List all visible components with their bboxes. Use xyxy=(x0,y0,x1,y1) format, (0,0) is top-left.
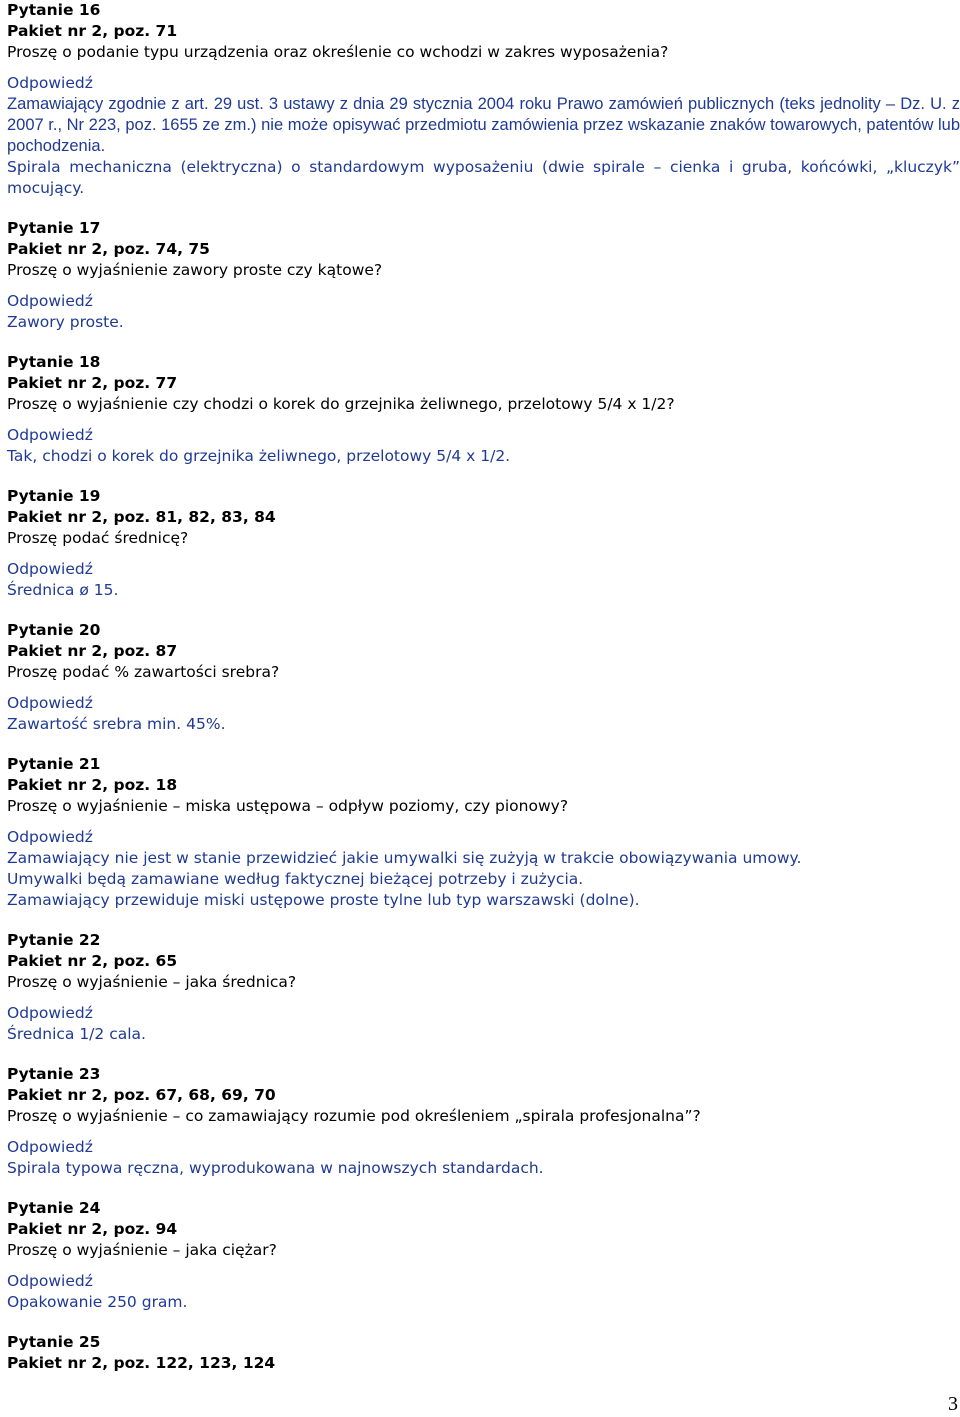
answer-paragraph: Zamawiający przewiduje miski ustępowe proste tylne lub typ warszawski (dolne). xyxy=(7,891,640,909)
question-pakiet: Pakiet nr 2, poz. 74, 75 xyxy=(7,240,210,258)
question-pakiet: Pakiet nr 2, poz. 94 xyxy=(7,1220,178,1238)
answer-label: Odpowiedź xyxy=(7,1004,93,1022)
question-24 xyxy=(7,1198,960,1313)
question-text: Proszę podać średnicę? xyxy=(7,529,189,547)
answer-text xyxy=(7,848,960,911)
question-title: Pytanie 17 xyxy=(7,219,101,237)
answer-label: Odpowiedź xyxy=(7,74,93,92)
answer-paragraph: Zawory proste. xyxy=(7,313,124,331)
question-pakiet: Pakiet nr 2, poz. 77 xyxy=(7,374,178,392)
question-22 xyxy=(7,930,960,1045)
question-pakiet: Pakiet nr 2, poz. 87 xyxy=(7,642,178,660)
question-18 xyxy=(7,352,960,467)
answer-paragraph: Tak, chodzi o korek do grzejnika żeliwnego, przelotowy 5/4 x 1/2. xyxy=(7,447,511,465)
question-pakiet: Pakiet nr 2, poz. 81, 82, 83, 84 xyxy=(7,508,276,526)
question-text: Proszę o wyjaśnienie – miska ustępowa – odpływ poziomy, czy pionowy? xyxy=(7,797,569,815)
answer-label: Odpowiedź xyxy=(7,828,93,846)
answer-paragraph: Spirala mechaniczna (elektryczna) o standardowym wyposażeniu (dwie spirale – cienka i gruba, końcówki, „kluczyk” mocujący. xyxy=(7,158,960,197)
question-title: Pytanie 23 xyxy=(7,1065,101,1083)
question-title: Pytanie 20 xyxy=(7,621,101,639)
question-20 xyxy=(7,620,960,735)
question-pakiet: Pakiet nr 2, poz. 65 xyxy=(7,952,178,970)
question-text: Proszę o wyjaśnienie czy chodzi o korek do grzejnika żeliwnego, przelotowy 5/4 x 1/2? xyxy=(7,395,675,413)
question-title: Pytanie 25 xyxy=(7,1333,101,1351)
answer-paragraph: Zamawiający nie jest w stanie przewidzieć jakie umywalki się zużyją w trakcie obowiązywania umowy. xyxy=(7,849,802,867)
question-title: Pytanie 21 xyxy=(7,755,101,773)
answer-text xyxy=(7,1158,960,1179)
answer-paragraph: Zamawiający zgodnie z art. 29 ust. 3 ustawy z dnia 29 stycznia 2004 roku Prawo zamówień publicznych (teks jednolity – Dz. U. z 2007 r., Nr 223, poz. 1655 ze zm.) nie może opisywać przedmiotu zamówienia przez wskazanie znaków towarowych, patentów lub pochodzenia. xyxy=(7,95,960,155)
question-text: Proszę podać % zawartości srebra? xyxy=(7,663,280,681)
question-21 xyxy=(7,754,960,911)
answer-text xyxy=(7,714,960,735)
answer-paragraph: Średnica ø 15. xyxy=(7,581,119,599)
question-text: Proszę o wyjaśnienie – jaka ciężar? xyxy=(7,1241,277,1259)
answer-text xyxy=(7,580,960,601)
answer-paragraph: Spirala typowa ręczna, wyprodukowana w najnowszych standardach. xyxy=(7,1159,544,1177)
answer-text xyxy=(7,446,960,467)
answer-paragraph: Umywalki będą zamawiane według faktycznej bieżącej potrzeby i zużycia. xyxy=(7,870,584,888)
answer-text xyxy=(7,94,960,199)
answer-text xyxy=(7,312,960,333)
question-pakiet: Pakiet nr 2, poz. 67, 68, 69, 70 xyxy=(7,1086,276,1104)
question-23 xyxy=(7,1064,960,1179)
answer-paragraph: Średnica 1/2 cala. xyxy=(7,1025,146,1043)
answer-text xyxy=(7,1292,960,1313)
question-16 xyxy=(7,0,960,199)
question-text: Proszę o wyjaśnienie – co zamawiający rozumie pod określeniem „spirala profesjonalna”? xyxy=(7,1107,701,1125)
question-title: Pytanie 16 xyxy=(7,1,101,19)
answer-label: Odpowiedź xyxy=(7,694,93,712)
question-25 xyxy=(7,1332,960,1374)
page-number: 3 xyxy=(948,1393,958,1415)
question-title: Pytanie 19 xyxy=(7,487,101,505)
answer-label: Odpowiedź xyxy=(7,1272,93,1290)
answer-paragraph: Opakowanie 250 gram. xyxy=(7,1293,188,1311)
answer-label: Odpowiedź xyxy=(7,426,93,444)
question-text: Proszę o wyjaśnienie zawory proste czy kątowe? xyxy=(7,261,383,279)
document-page xyxy=(7,0,960,1393)
question-19 xyxy=(7,486,960,601)
answer-paragraph: Zawartość srebra min. 45%. xyxy=(7,715,226,733)
answer-label: Odpowiedź xyxy=(7,292,93,310)
question-text: Proszę o podanie typu urządzenia oraz określenie co wchodzi w zakres wyposażenia? xyxy=(7,43,669,61)
question-title: Pytanie 22 xyxy=(7,931,101,949)
question-title: Pytanie 24 xyxy=(7,1199,101,1217)
question-text: Proszę o wyjaśnienie – jaka średnica? xyxy=(7,973,297,991)
answer-text xyxy=(7,1024,960,1045)
question-pakiet: Pakiet nr 2, poz. 71 xyxy=(7,22,178,40)
question-pakiet: Pakiet nr 2, poz. 18 xyxy=(7,776,178,794)
answer-label: Odpowiedź xyxy=(7,1138,93,1156)
question-17 xyxy=(7,218,960,333)
question-title: Pytanie 18 xyxy=(7,353,101,371)
question-pakiet: Pakiet nr 2, poz. 122, 123, 124 xyxy=(7,1354,276,1372)
answer-label: Odpowiedź xyxy=(7,560,93,578)
